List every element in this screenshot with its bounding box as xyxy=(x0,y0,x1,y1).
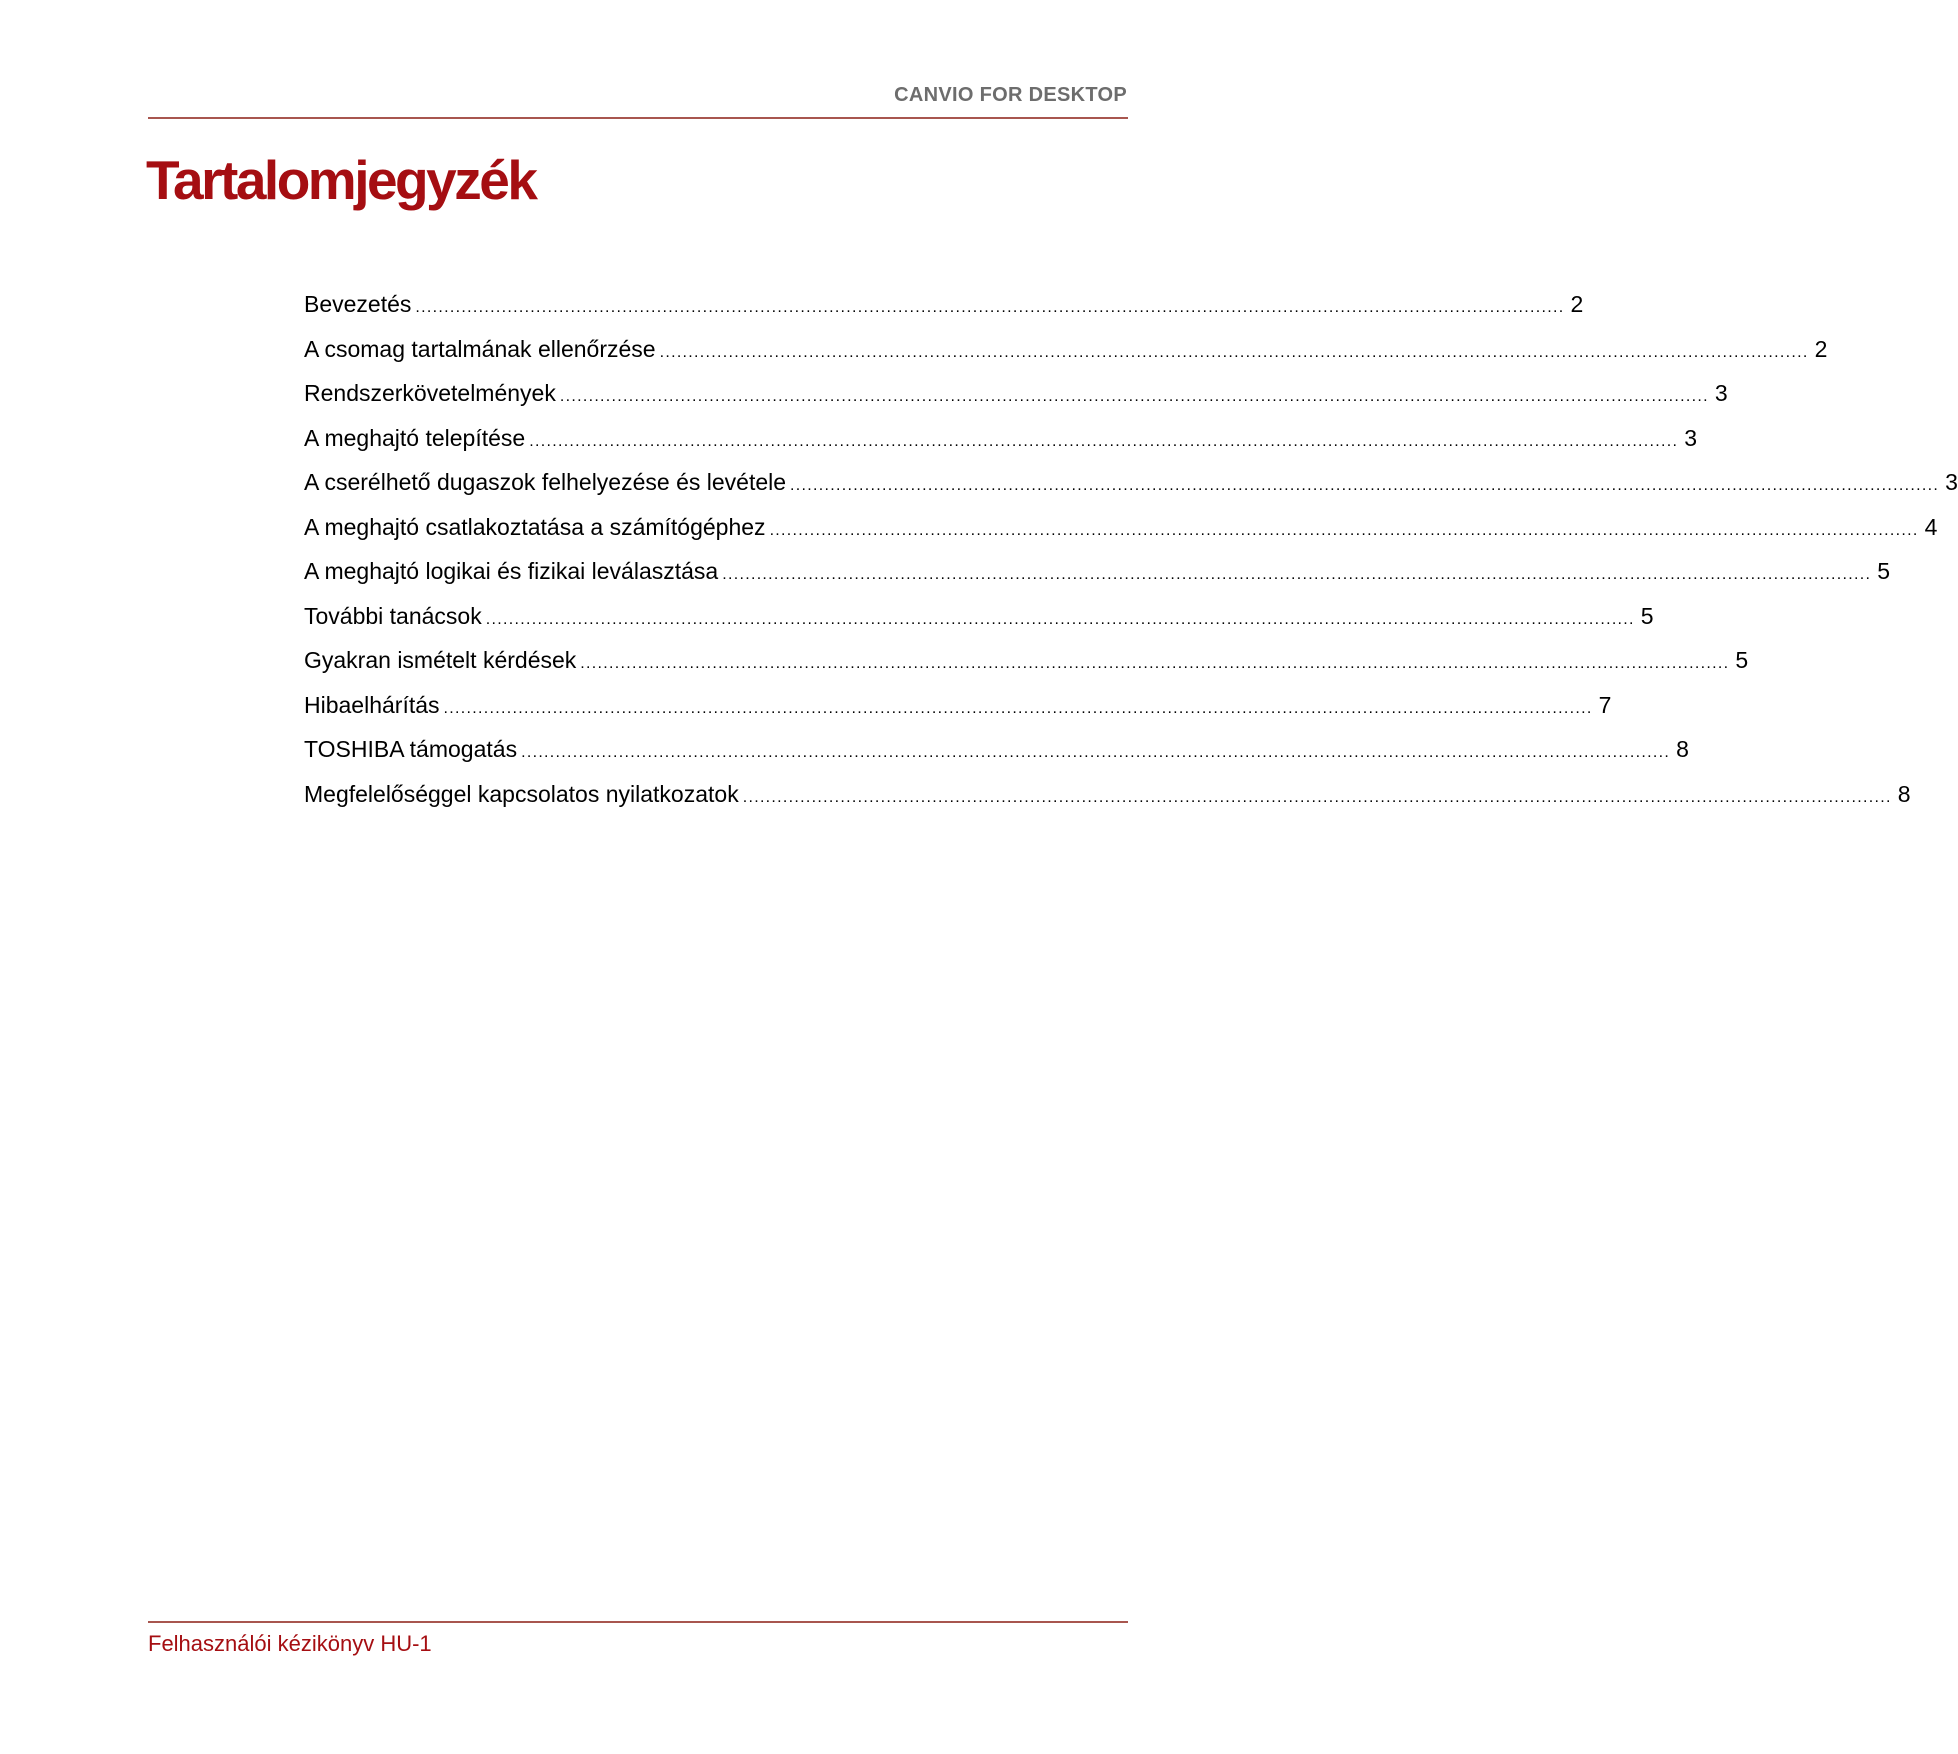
toc-entry-title: További tanácsok xyxy=(304,602,482,629)
toc-entry-page: 3 xyxy=(1714,380,1728,406)
toc-entry-page: 8 xyxy=(1676,736,1689,762)
toc-entry[interactable] xyxy=(304,558,1891,603)
toc-entry-title: Rendszerkövetelmények xyxy=(304,380,556,406)
toc-entry-title: Hibaelhárítás xyxy=(304,691,440,718)
toc-entry[interactable] xyxy=(304,602,1654,648)
toc-entry[interactable] xyxy=(304,469,1958,514)
toc-entry-page: 7 xyxy=(1598,691,1612,718)
toc-entry[interactable] xyxy=(304,736,1689,781)
toc-entry[interactable] xyxy=(304,291,1584,336)
toc-entry-page: 8 xyxy=(1897,780,1911,807)
toc-entry-title: A cserélhető dugaszok felhelyezése és levétele xyxy=(304,469,787,495)
toc-entry-page: 5 xyxy=(1640,602,1654,629)
header-product-label: CANVIO FOR DESKTOP xyxy=(894,84,1127,106)
page-title: Tartalomjegyzék xyxy=(146,149,536,211)
toc-entry-page: 5 xyxy=(1877,558,1891,584)
header-divider xyxy=(148,117,1128,119)
toc-entry-title: A meghajtó telepítése xyxy=(304,424,526,451)
toc-dot-leader: ........................................................................................................................................................................................................ xyxy=(742,788,1892,806)
toc-entry-title: Bevezetés xyxy=(304,291,412,317)
toc-dot-leader: ........................................................................................................................................................................................................ xyxy=(485,610,1635,628)
toc-entry-title: A meghajtó csatlakoztatása a számítógéphez xyxy=(304,513,766,540)
toc-entry[interactable] xyxy=(304,380,1728,425)
toc-entry-title: Gyakran ismételt kérdések xyxy=(304,647,577,673)
footer-divider xyxy=(148,1621,1128,1623)
toc-dot-leader: ........................................................................................................................................................................................................ xyxy=(443,699,1593,717)
toc-dot-leader: ........................................................................................................................................................................................................ xyxy=(521,744,1671,761)
toc-dot-leader: ........................................................................................................................................................................................................ xyxy=(559,388,1709,405)
footer-label: Felhasználói kézikönyv HU-1 xyxy=(148,1631,432,1656)
toc-dot-leader: ........................................................................................................................................................................................................ xyxy=(769,521,1919,539)
toc-entry-title: Megfelelőséggel kapcsolatos nyilatkozatok xyxy=(304,780,739,807)
toc-entry[interactable] xyxy=(304,424,1698,470)
toc-entry[interactable] xyxy=(304,780,1911,826)
toc-entry-title: TOSHIBA támogatás xyxy=(304,736,518,762)
toc-dot-leader: ........................................................................................................................................................................................................ xyxy=(659,343,1809,361)
toc-dot-leader: ........................................................................................................................................................................................................ xyxy=(790,477,1940,494)
toc-dot-leader: ........................................................................................................................................................................................................ xyxy=(415,299,1565,316)
toc-entry-page: 5 xyxy=(1735,647,1749,673)
toc-entry-page: 2 xyxy=(1570,291,1584,317)
toc-entry[interactable] xyxy=(304,513,1938,559)
toc-entry-title: A meghajtó logikai és fizikai leválasztása xyxy=(304,558,719,584)
toc-entry-page: 3 xyxy=(1945,469,1958,495)
toc-entry[interactable] xyxy=(304,335,1828,381)
toc-dot-leader: ........................................................................................................................................................................................................ xyxy=(529,432,1679,450)
table-of-contents xyxy=(304,291,1958,825)
toc-entry-page: 2 xyxy=(1814,335,1828,362)
toc-entry-page: 3 xyxy=(1684,424,1698,451)
toc-dot-leader: ........................................................................................................................................................................................................ xyxy=(722,566,1872,583)
toc-entry[interactable] xyxy=(304,691,1612,737)
toc-entry-page: 4 xyxy=(1924,513,1938,540)
toc-entry[interactable] xyxy=(304,647,1749,692)
toc-dot-leader: ........................................................................................................................................................................................................ xyxy=(580,655,1730,672)
toc-entry-title: A csomag tartalmának ellenőrzése xyxy=(304,335,656,362)
